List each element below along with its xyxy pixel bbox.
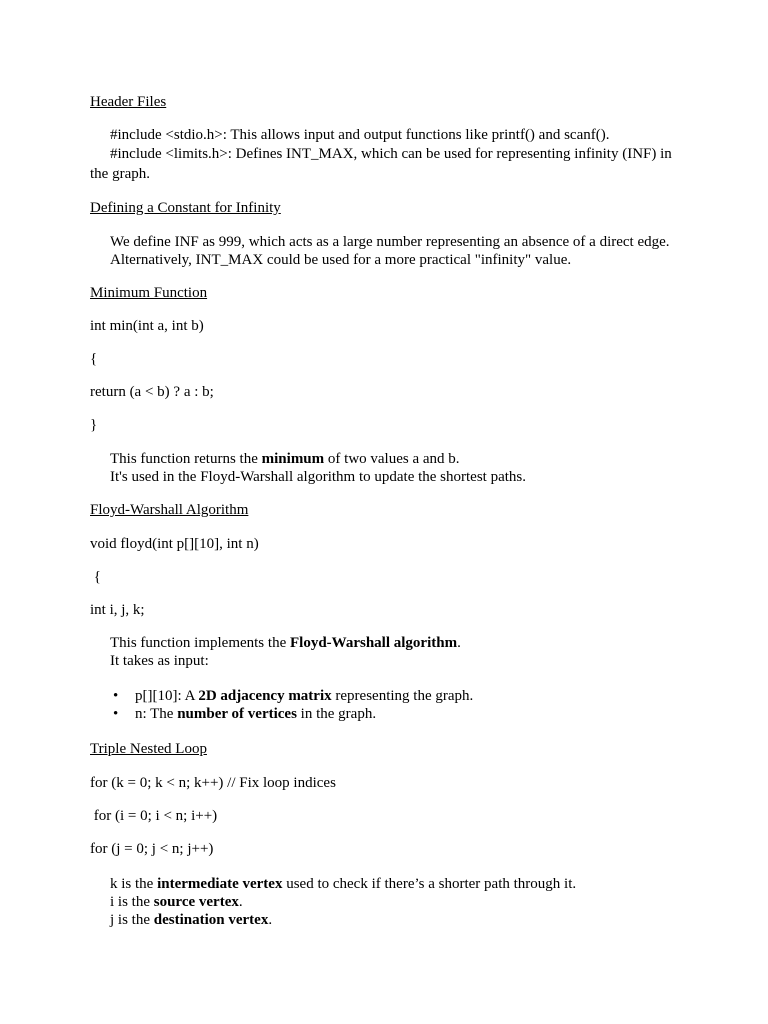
header-files-line-stdio: #include <stdio.h>: This allows input and output functions like printf() and scanf().: [110, 127, 610, 143]
loop-desc-k: k is the intermediate vertex used to check if there’s a shorter path through it.: [110, 876, 577, 892]
bullet-icon: •: [113, 706, 119, 722]
floyd-code-declare: int i, j, k;: [90, 602, 145, 618]
infinity-line-alt: Alternatively, INT_MAX could be used for a more practical "infinity" value.: [110, 252, 572, 268]
list-item: • p[][10]: A 2D adjacency matrix representing the graph.: [113, 688, 474, 704]
min-code-open-brace: {: [90, 351, 98, 367]
heading-header-files: Header Files: [90, 94, 167, 110]
list-item: • n: The number of vertices in the graph.: [113, 706, 377, 722]
document-page: [90, 93, 690, 929]
floyd-desc-line1: This function implements the Floyd-Warshall algorithm.: [110, 635, 461, 651]
heading-floyd-warshall: Floyd-Warshall Algorithm: [90, 502, 249, 518]
heading-triple-nested-loop: Triple Nested Loop: [90, 741, 207, 757]
heading-infinity: Defining a Constant for Infinity: [90, 200, 281, 216]
loop-desc-i: i is the source vertex.: [110, 894, 243, 910]
header-files-line-limits: #include <limits.h>: Defines INT_MAX, which can be used for representing infinity (INF) in the graph.: [90, 146, 672, 182]
min-desc-line2: It's used in the Floyd-Warshall algorithm to update the shortest paths.: [110, 469, 527, 485]
heading-minimum-function: Minimum Function: [90, 285, 208, 301]
min-code-close-brace: }: [90, 417, 98, 433]
floyd-input-list: [90, 687, 690, 723]
loop-code-j: for (j = 0; j < n; j++): [90, 841, 214, 857]
loop-desc-j: j is the destination vertex.: [110, 912, 273, 928]
min-desc-line1: This function returns the minimum of two values a and b.: [110, 451, 460, 467]
infinity-line-def: We define INF as 999, which acts as a large number representing an absence of a direct edge.: [110, 234, 670, 250]
min-code-return: return (a < b) ? a : b;: [90, 384, 214, 400]
bullet-icon: •: [113, 688, 119, 704]
floyd-desc-line2: It takes as input:: [110, 653, 209, 669]
floyd-code-open-brace: {: [90, 569, 101, 585]
floyd-desc-bold: Floyd-Warshall algorithm: [289, 635, 458, 651]
loop-code-k: for (k = 0; k < n; k++) // Fix loop indices: [90, 775, 336, 791]
floyd-code-signature: void floyd(int p[][10], int n): [90, 536, 259, 552]
min-code-signature: int min(int a, int b): [90, 318, 204, 334]
min-desc-bold: minimum: [261, 451, 325, 467]
loop-code-i: for (i = 0; i < n; i++): [90, 808, 218, 824]
